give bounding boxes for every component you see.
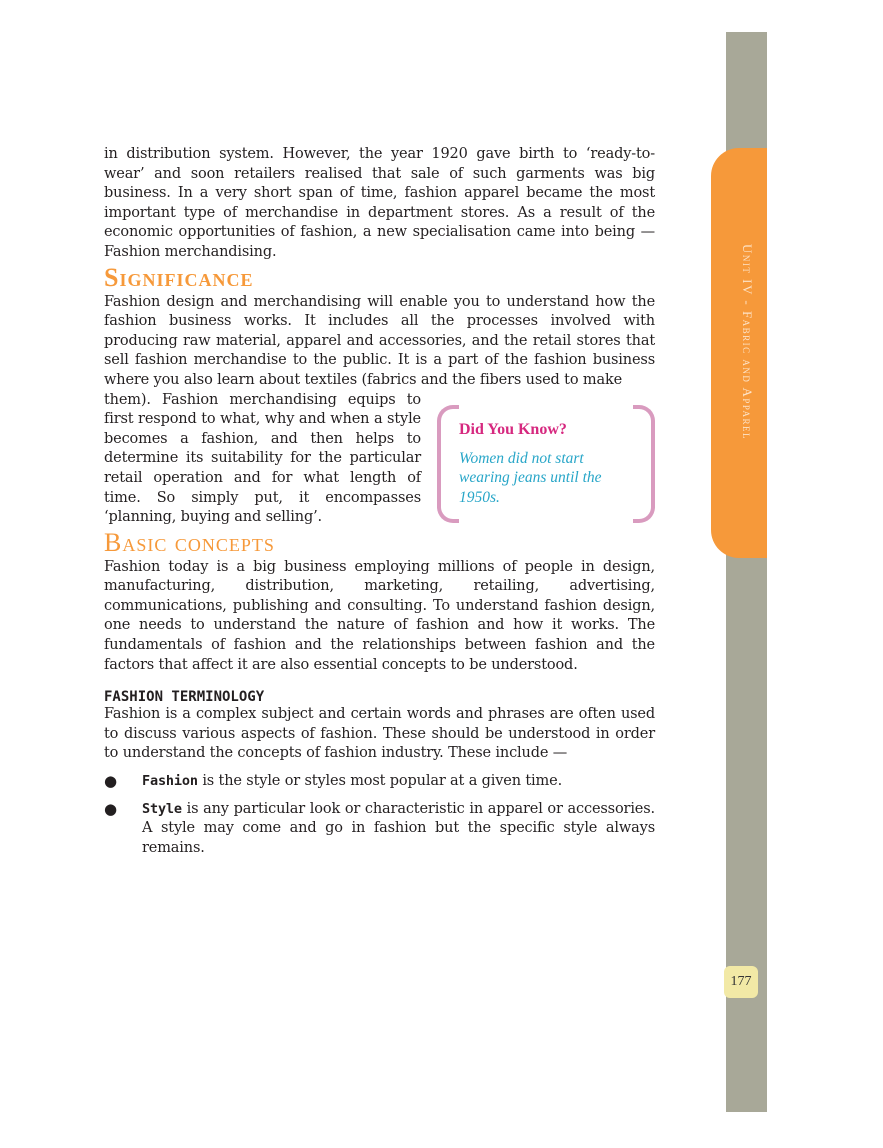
did-you-know-box xyxy=(437,405,655,523)
terminology-list xyxy=(104,772,655,858)
intro-paragraph: in distribution system. However, the year 1920 gave birth to ‘ready-to- wear’ and soon retailers realised that sale of such garments was big business. In a very short span of time, fashion apparel became the most important type of merchandise in department stores. As a result of the economic opportunities of fashion, a new specialisation came into being — Fashion merchandising. xyxy=(104,146,655,260)
unit-label: Unit IV - Fabric and Apparel xyxy=(740,244,755,441)
page-content xyxy=(104,145,655,866)
terminology-heading: FASHION TERMINOLOGY xyxy=(104,689,265,706)
term-definition: is the style or styles most popular at a given time. xyxy=(197,773,563,790)
bullet-icon: ● xyxy=(104,799,117,818)
page-number: 177 xyxy=(724,966,758,998)
terminology-paragraph: Fashion is a complex subject and certain words and phrases are often used to discuss various aspects of fashion. These should be understood in order to understand the concepts of fashion industry. These include — xyxy=(104,706,655,762)
significance-heading: Significance xyxy=(104,262,254,292)
list-item xyxy=(104,772,655,792)
did-you-know-title: Did You Know? xyxy=(459,420,567,438)
term-name: Fashion xyxy=(142,773,198,790)
list-item xyxy=(104,800,655,859)
term-definition: is any particular look or characteristic in apparel or accessories. A style may come and go in fashion but the specific style always remains. xyxy=(142,800,655,856)
term-name: Style xyxy=(142,800,182,817)
significance-flow xyxy=(104,391,655,528)
basic-concepts-paragraph: Fashion today is a big business employing millions of people in design, manufacturing, distribution, marketing, retailing, advertising, communications, publishing and consulting. To understand fashion design, one needs to understand the nature of fashion and how it works. The fundamentals of fashion and the relationships between fashion and the factors that affect it are also essential concepts to be understood. xyxy=(104,558,655,673)
basic-concepts-heading: Basic concepts xyxy=(104,527,275,557)
did-you-know-text: Women did not start wearing jeans until the 1950s. xyxy=(459,449,602,506)
bullet-icon: ● xyxy=(104,772,117,791)
significance-left-column xyxy=(104,391,421,528)
left-bracket-decoration xyxy=(437,405,459,523)
significance-paragraph-top: Fashion design and merchandising will enable you to understand how the fashion business works. It includes all the processes involved with producing raw material, apparel and accessories, and the retail stores that sell fashion merchandise to the public. It is a part of the fashion business where you also learn about textiles (fabrics and the fibers used to make xyxy=(104,293,655,388)
significance-paragraph-left: them). Fashion merchandising equips to first respond to what, why and when a style becomes a fashion, and then helps to determine its suitability for the particular retail operation and for what length of time. So simply put, it encompasses ‘planning, buying and selling’. xyxy=(104,391,421,526)
